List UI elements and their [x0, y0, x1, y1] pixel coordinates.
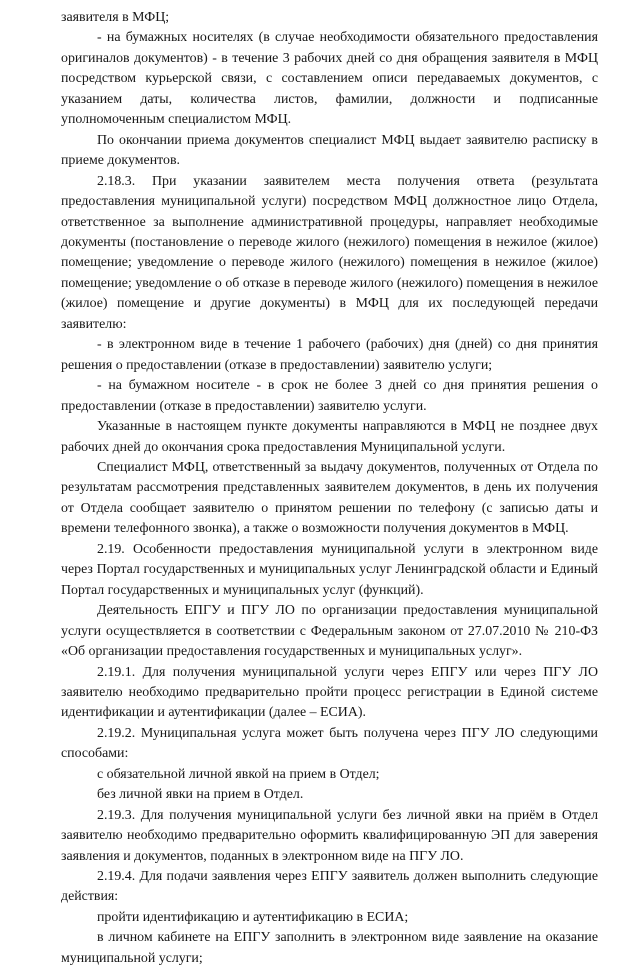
paragraph-with-visit: с обязательной личной явкой на прием в Отдел;: [97, 766, 380, 782]
paragraph-2-19-1: 2.19.1. Для получения муниципальной услуги через ЕПГУ или через ПГУ ЛО заявителю необходимо предварительно пройти процесс регистрации в Единой системе идентификации и аутентификации (далее – ЕСИА).: [61, 664, 598, 721]
paragraph-continuation: заявителя в МФЦ;: [61, 10, 170, 25]
paragraph-without-visit: без личной явки на прием в Отдел.: [97, 787, 304, 803]
paragraph-electronic-term: - в электронном виде в течение 1 рабочего (рабочих) дня (дней) со дня принятия решения о предоставлении (отказе в предоставлении) заявителю услуги;: [61, 337, 598, 373]
paragraph-paper-delivery: - на бумажных носителях (в случае необходимости обязательного предоставления оригиналов документов) - в течение 3 рабочих дней со дня обращения заявителя в МФЦ посредством курьерской связи, с составлением описи передаваемых документов, с указанием даты, количества листов, фамилии, должности и подписанные уполномоченным специалистом МФЦ.: [61, 30, 598, 128]
paragraph-activity: Деятельность ЕПГУ и ПГУ ЛО по организации предоставления муниципальной услуги осуществляется в соответствии с Федеральным законом от 27.07.2010 № 210-ФЗ «Об организации предоставления государственных и муниципальных услуг».: [61, 603, 598, 660]
paragraph-2-19-4: 2.19.4. Для подачи заявления через ЕПГУ заявитель должен выполнить следующие действия:: [61, 869, 598, 905]
paragraph-2-19: 2.19. Особенности предоставления муниципальной услуги в электронном виде через Портал государственных и муниципальных услуг Ленинградской области и Единый Портал государственных и муниципальных услуг (функций).: [61, 541, 598, 598]
paragraph-2-18-3: 2.18.3. При указании заявителем места получения ответа (результата предоставления муниципальной услуги) посредством МФЦ должностное лицо Отдела, ответственное за выполнение административной процедуры, направляет необходимые документы (постановление о переводе жилого (нежилого) помещения в нежилое (жилое) помещение; уведомление о переводе жилого (нежилого) помещения в нежилое (жилое) помещение; уведомление о об отказе в переводе жилого (нежилого) помещения в нежилое (жилое) помещение и другие документы) в МФЦ для их последующей передачи заявителю:: [61, 173, 598, 332]
paragraph-2-19-2: 2.19.2. Муниципальная услуга может быть получена через ПГУ ЛО следующими способами:: [61, 725, 598, 762]
paragraph-2-19-3: 2.19.3. Для получения муниципальной услуги без личной явки на приём в Отдел заявителю необходимо предварительно оформить квалифицированную ЭП для заверения заявления и документов, поданных в электронном виде на ПГУ ЛО.: [61, 807, 598, 864]
paragraph-mfc-specialist: Специалист МФЦ, ответственный за выдачу документов, полученных от Отдела по результатам рассмотрения представленных заявителем документов, в день их получения от Отдела сообщает заявителю о принятом решении по телефону (с записью даты и времени телефонного звонка), а также о возможности получения документов в МФЦ.: [61, 459, 598, 537]
paragraph-paper-term: - на бумажном носителе - в срок не более 3 дней со дня принятия решения о предоставлении (отказе в предоставлении) заявителю услуги.: [61, 378, 598, 414]
paragraph-cabinet-step: в личном кабинете на ЕПГУ заполнить в электронном виде заявление на оказание муниципальной услуги;: [61, 930, 598, 966]
paragraph-esia-step: пройти идентификацию и аутентификацию в ЕСИА;: [97, 909, 409, 925]
paragraph-deadline: Указанные в настоящем пункте документы направляются в МФЦ не позднее двух рабочих дней до окончания срока предоставления Муниципальной услуги.: [61, 419, 598, 455]
paragraph-receipt: По окончании приема документов специалист МФЦ выдает заявителю расписку в приеме документов.: [61, 132, 598, 169]
